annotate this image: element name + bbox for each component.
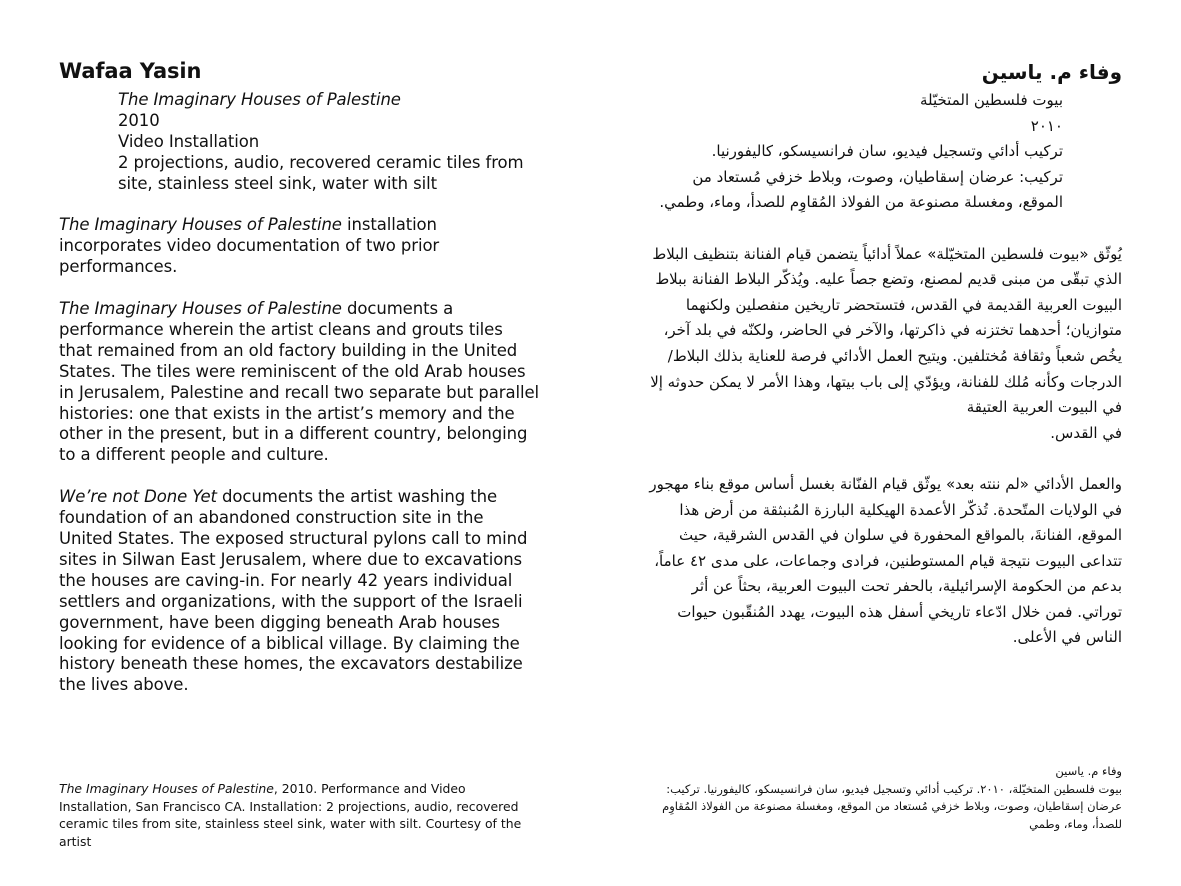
image-caption-english: [59, 780, 539, 850]
paragraph-1-text: installation incorporates video documentation of two prior performances.: [59, 215, 440, 277]
paragraph-2-arabic: والعمل الأدائي «لم ننته بعد» يوثّق قيام الفنّانة بغسل أساس موقع بناء مهجور في الولايات المتّحدة. تُذكّر الأعمدة الهيكلية البارزة المُنبثقة من أرض هذا الموقع، الفنانةَ، بالمواقع المحفورة في سلوان في القدس الشرقية، حيث تتداعى البيوت نتيجة قيام المستوطنين، فرادى وجماعات، على مدى ٤٢ عاماً، بدعم من الحكومة الإسرائيلية، بالحفر تحت البيوت العربية، بحثاً عن أثر توراتي. فمن خلال ادّعاء تاريخي أسفل هذه البيوت، يهدد المُنقّبون حيوات الناس في الأعلى.: [649, 474, 1122, 647]
paragraph-2-text: documents a performance wherein the artist cleans and grouts tiles that remained from an old factory building in the United States. The tiles were reminiscent of the old Arab houses in Jerusalem, Palestine and recall two separate but parallel histories: one that exists in the artist’s memory and the other in the present, but in a different country, belonging to a different people and culture.: [59, 299, 539, 465]
paragraph-1-arabic: يُوثّق «بيوت فلسطين المتخيّلة» عملاً أدائياً يتضمن قيام الفنانة بتنظيف البلاط الذي تبقّى من مبنى قديم لمصنع، وتضع جصاً عليه. ويُذكّر البلاط الفنانة ببلاط البيوت العربية القديمة في القدس، فتستحضر تاريخين منفصلين ولكنهما متوازيان؛ أحدهما تختزنه في ذاكرتها، والآخر في الحاضر، ولكنّه في بلد آخر، يخُص شعباً وثقافة مُختلفين. ويتيح العمل الأدائي فرصة للعناية بذلك البلاط/الدرجات وكأنه مُلك للفنانة، ويؤدّي إلى باب بيتها، وهذا الأمر لا يمكن حدوثه إلا في البيوت العربية العتيقة: [650, 244, 1122, 417]
artwork-details-english: [118, 90, 539, 195]
work-materials-line1-english: 2 projections, audio, recovered ceramic tiles from: [118, 152, 524, 172]
english-column: [59, 58, 539, 696]
image-caption-arabic: [652, 763, 1122, 833]
arabic-column: [647, 58, 1122, 651]
paragraph-1-end-arabic: في القدس.: [1050, 423, 1122, 442]
caption-text-english: , 2010. Performance and Video Installation, San Francisco CA. Installation: 2 projections, audio, recovered ceramic tiles from site, stainless steel sink, water with silt. Courtesy of the artist: [59, 781, 522, 849]
paragraph-3-title: We’re not Done Yet: [59, 487, 217, 507]
paragraph-2-title: The Imaginary Houses of Palestine: [59, 299, 342, 319]
work-medium-english: Video Installation: [118, 131, 260, 151]
work-medium-arabic: تركيب أدائي وتسجيل فيديو، سان فرانسيسكو، كاليفورنيا.: [711, 142, 1063, 161]
paragraph-1-english: [59, 215, 539, 278]
paragraph-3-text: documents the artist washing the foundation of an abandoned construction site in the United States. The exposed structural pylons call to mind sites in Silwan East Jerusalem, where due to excavations the houses are caving-in. For nearly 42 years individual settlers and organizations, with the support of the Israeli government, have been digging beneath Arab houses looking for evidence of a biblical village. By claiming the history beneath these homes, the excavators destabilize the lives above.: [59, 487, 528, 695]
artist-name-english: Wafaa Yasin: [59, 59, 202, 83]
work-year-english: 2010: [118, 110, 160, 130]
caption-name-arabic: وفاء م. ياسين: [1055, 764, 1122, 778]
work-materials-arabic: تركيب: عرضان إسقاطيان، وصوت، وبلاط خزفي مُستعاد من الموقع، ومغسلة مصنوعة من الفولاذ المُقاوِم للصدأ، وماء، وطمي.: [659, 167, 1063, 212]
paragraph-3-english: [59, 487, 539, 696]
work-title-arabic: بيوت فلسطين المتخيّلة: [919, 91, 1063, 109]
caption-title-english: The Imaginary Houses of Palestine: [59, 781, 274, 796]
caption-text-arabic: بيوت فلسطين المتخيّلة، ٢٠١٠. تركيب أدائي وتسجيل فيديو، سان فرانسيسكو، كاليفورنيا. تركيب: عرضان إسقاطيان، وصوت، وبلاط خزفي مُستعاد من الموقع، ومغسلة مصنوعة من الفولاذ المُقاوِم للصدأ، وماء، وطمي: [662, 781, 1122, 831]
artist-name-arabic: وفاء م. ياسين: [981, 60, 1122, 84]
artwork-details-arabic: [647, 88, 1063, 216]
paragraph-1-title: The Imaginary Houses of Palestine: [59, 215, 342, 235]
paragraph-2-english: [59, 299, 539, 466]
work-title-english: The Imaginary Houses of Palestine: [118, 90, 401, 109]
work-materials-line2-english: site, stainless steel sink, water with silt: [118, 173, 438, 193]
work-year-arabic: ٢٠١٠: [1030, 116, 1063, 135]
